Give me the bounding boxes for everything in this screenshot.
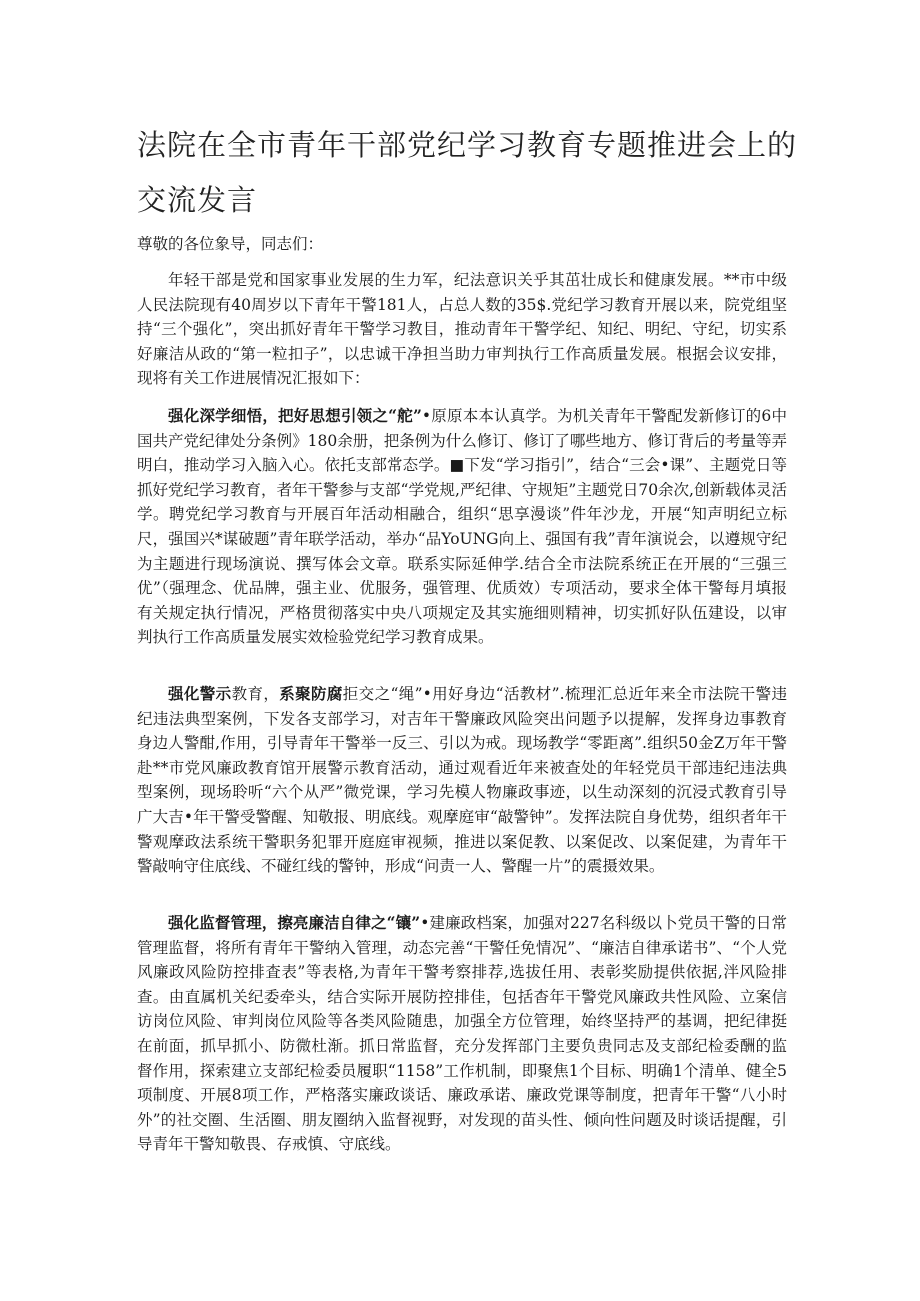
paragraph-heading: 强化深学细悟，把好思想引领之“舵” — [168, 406, 422, 425]
paragraph-body: •建廉政档案，加强对227名科级以卜党员干警的日常管理监督，将所有青年干警纳入管理，动态完善“干警任免情况”、“廉洁自律承诺书”、“个人党风廉政风险防控排査表”等表格,为青年干警考察排荐,选拔任用、表彰奖励提供依据,泮风险排查。由直属机关纪委牵头，结合实际开展防控排佳，包括杳年干警党风廉政共性风险、立案信访岗位风险、审判岗位风险等各类风险随患，加强全方位管理，始终坚持严的基调，把纪律挺在前面，抓早抓小、防微杜渐。抓日常监督，充分发挥部门主要负贵同志及支部纪检委酬的监督作用，探索建立支部纪检委员履职“1158”工作机制，即聚焦1个目标、明确1个清单、健全5项制度、开展8项工作，严格落实廉政谈话、廉政承诺、廉政党课等制度，把青年干警“八小时外”的社交圈、生活圈、朋友圈纳入监督视野，对发现的苗头性、倾向性问题及时谈话提醒，引导青年干警知敬畏、存戒慎、守底线。 — [137, 914, 787, 1154]
paragraph-supervision — [137, 911, 787, 1157]
paragraph-body: 年轻干部是党和国家事业发展的生力军，纪法意识关乎其茁壮成长和健康发展。**市中级人民法院现有40周岁以下青年干警181人，占总人数的35$.党纪学习教育开展以来，院党组坚持“三个强化”，突出抓好青年干警学习教目，推动青年干警学纪、知纪、明纪、守纪，切实系好廉洁从政的“第一粒扣子”，以忠诚干净担当助力审判执行工作高质量发展。根据会议安排，现将有关工作进展情况汇报如下： — [137, 271, 787, 388]
salutation: 尊敬的各位象导，同志们： — [137, 235, 324, 253]
paragraph-heading: 强化警示 — [168, 684, 232, 703]
paragraph-heading: 强化监督管理，擦亮廉洁自律之“镶” — [168, 913, 421, 932]
document-title-line-1: 法院在全市青年干部党纪学习教育专题推进会上的 — [137, 128, 798, 162]
paragraph-study — [137, 404, 787, 650]
paragraph-intro — [137, 268, 787, 391]
document-title-line-2: 交流发言 — [137, 183, 258, 217]
paragraph-body: 拒交之“绳”•用好身边“活教材”.梳理汇总近年来全市法院干警违纪违法典型案例，下发各支部学习，对吉年干警廉政风险突出问题予以提解，发挥身边事教育身边人警酣,作用，引导青年干警举一反三、引以为戒。现场教学“零距离”.组织50金Z万年干警赴**市党风廉政教育馆开展警示教育活动，通过观看近年来被查处的年轻党员干部违纪违法典型案例，现场聆听“六个从严”微党课，学习先模人物廉政事迹，以生动深刻的沉浸式教育引导广大吉•年干警受警醒、知敬报、明底线。观摩庭审“敲警钟”。发挥法院自身优势，组织者年干警观摩政法系统干警职务犯罪开庭庭审视频，推进以案促教、以案促改、以案促建，为青年干警敲响守住底线、不碰红线的警钟，形成“问责一人、警醒一片”的震摄效果。 — [137, 685, 787, 876]
paragraph-warning — [137, 682, 787, 879]
paragraph-heading-part-2: 系聚防腐 — [279, 684, 343, 703]
paragraph-body: •原原本本认真学。为机关青年干警配发新修订的6中国共产党纪律处分条例》180余册，把条例为什么修订、修订了哪些地方、修订背后的考量等弄明白，推动学习入脑入心。依托支部常态学。■下发“学习指引”，结合“三会•课”、主题党日等抓好党纪学习教育，者年干警参与支部“学党规,严纪律、守规矩”主题党日70余次,创新载体灵活学。聘党纪学习教育与开展百年活动相融合，组织“思享漫谈”件年沙龙，开展“知声明纪立标尺，强国兴*谋破题”青年联学活动，举办“品YoUNG向上、强国有我”青年演说会，以遵规守纪为主题进行现场演说、撰写体会文章。联系实际延伸学.结合全市法院系统正在开展的“三强三优”（强理念、优品牌，强主业、优服务，强管理、优质效）专项活动，要求全体干警每月填报有关规定执行情况，严格贯彻落实中央八项规定及其实施细则精神，切实抓好队伍建设，以审判执行工作高质量发展实效检验党纪学习教育成果。 — [137, 407, 787, 647]
paragraph-heading-tail: 教育， — [231, 685, 280, 703]
